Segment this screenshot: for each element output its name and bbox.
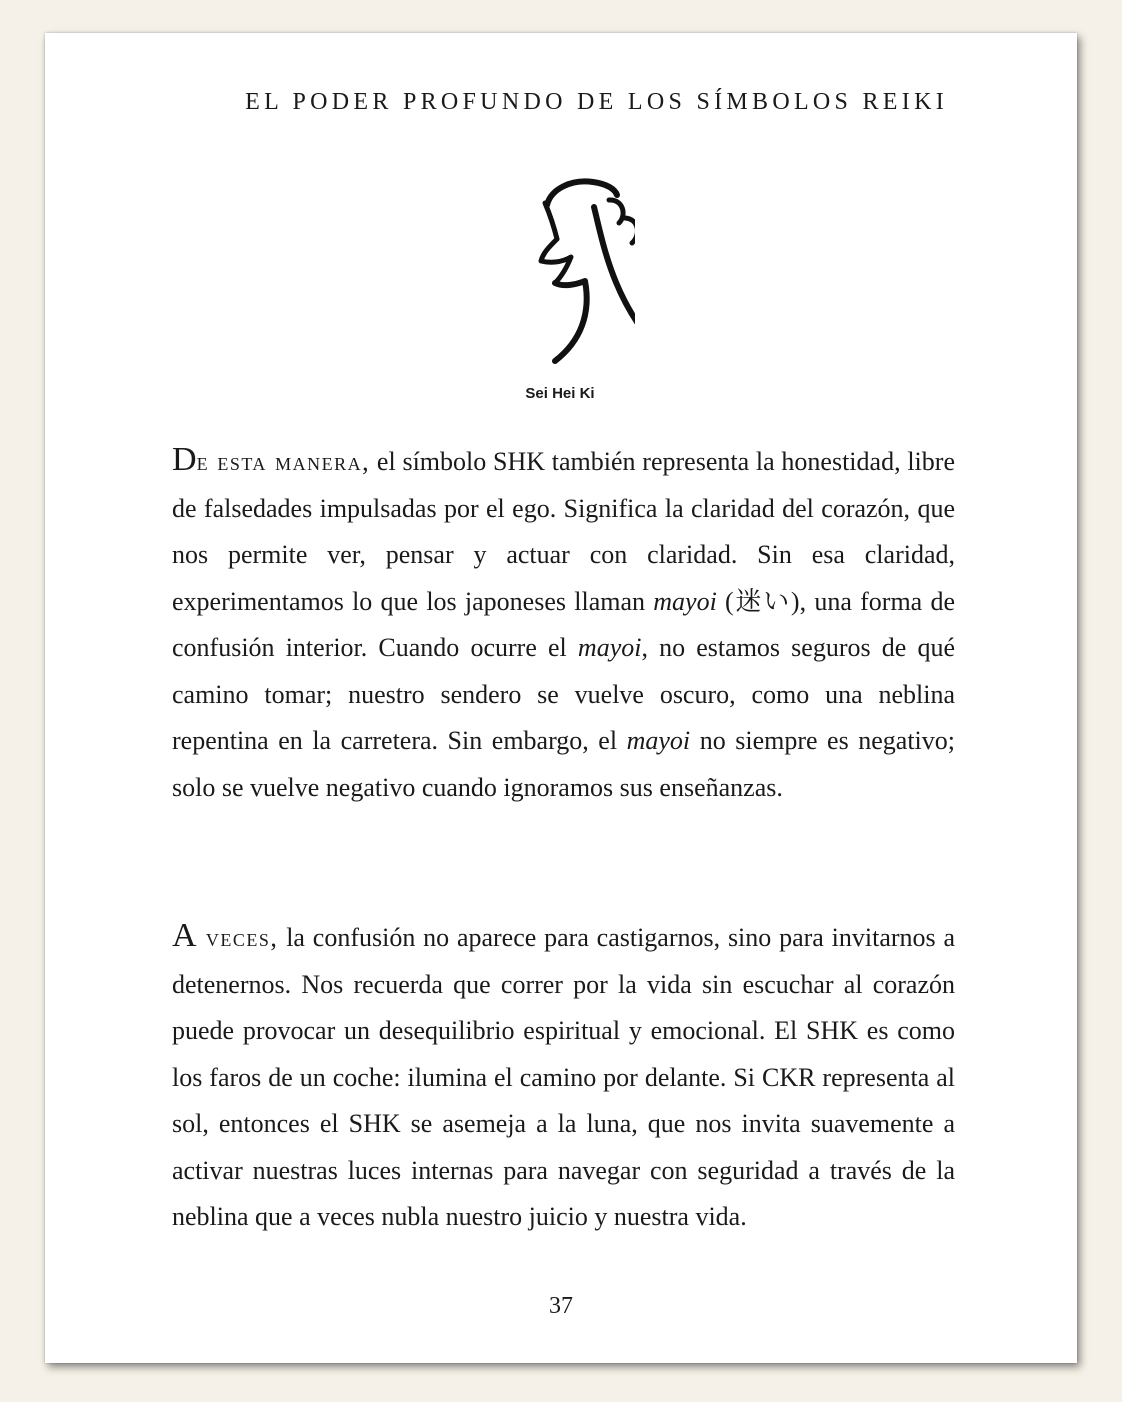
paragraph-text: el símbolo SHK también representa la honestidad, libre de falsedades impulsadas por el ego. Significa la claridad del corazón, que nos permite ver, pensar y actuar con claridad. Sin esa claridad, experimentamos lo que los japoneses llaman bbox=[172, 447, 955, 616]
book-page bbox=[45, 33, 1077, 1363]
paragraph-initial: D bbox=[172, 441, 197, 478]
body-paragraph-2 bbox=[172, 913, 955, 1241]
sei-hei-ki-symbol-icon bbox=[485, 173, 635, 373]
italic-term: mayoi bbox=[626, 726, 691, 755]
paragraph-text: , no estamos seguros de qué camino tomar; nuestro sendero se vuelve oscuro, como una neblina repentina en la carretera. Sin embargo, el bbox=[172, 633, 955, 755]
italic-term: mayoi bbox=[653, 586, 717, 616]
paragraph-text: (迷い), una forma de confusión interior. Cuando ocurre el bbox=[172, 586, 955, 662]
small-caps-lead: veces, bbox=[196, 923, 279, 952]
page-number: 37 bbox=[549, 1293, 573, 1319]
small-caps-lead: e esta manera, bbox=[196, 447, 371, 476]
body-paragraph-1 bbox=[172, 437, 955, 811]
paragraph-text: la confusión no aparece para castigarnos, sino para invitarnos a detenernos. Nos recuerda que correr por la vida sin escuchar al corazón puede provocar un desequilibrio espiritual y emocional. El SHK es como los faros de un coche: ilumina el camino por delante. Si CKR representa al sol, entonces el SHK se asemeja a la luna, que nos invita suavemente a activar nuestras luces internas para navegar con seguridad a través de la neblina que a veces nubla nuestro juicio y nuestra vida. bbox=[172, 923, 955, 1231]
figure-caption: Sei Hei Ki bbox=[525, 385, 595, 402]
running-title: EL PODER PROFUNDO DE LOS SÍMBOLOS REIKI bbox=[245, 89, 948, 115]
paragraph-initial: A bbox=[172, 917, 197, 954]
italic-term: mayoi bbox=[577, 633, 642, 662]
paragraph-text: no siempre es negativo; solo se vuelve negativo cuando ignoramos sus enseñanzas. bbox=[172, 726, 955, 802]
